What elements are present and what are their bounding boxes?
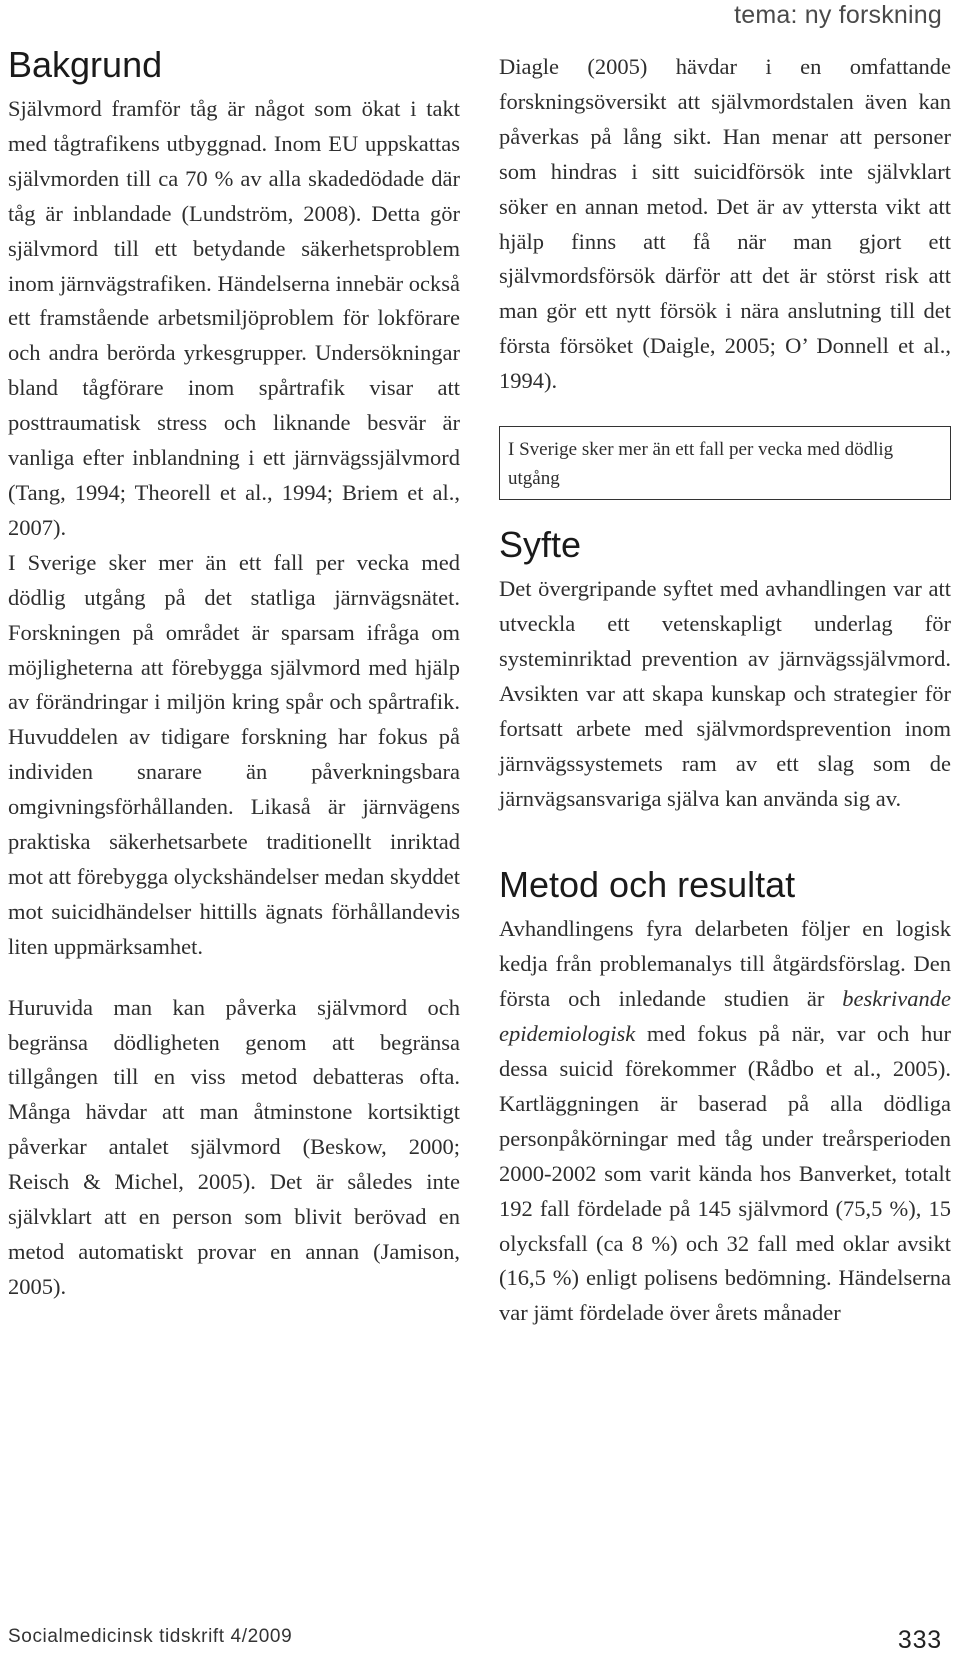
pull-quote: I Sverige sker mer än ett fall per vecka med dödlig utgång — [499, 426, 951, 500]
page-number: 333 — [897, 1626, 942, 1654]
paragraph-continuation: Diagle (2005) hävdar i en omfattande forskningsöversikt att självmordstalen även kan påverkas på lång sikt. Han menar att personer som hindras i sitt suicidförsök inte självklart söker en annan metod. Det är av yttersta vikt att hjälp finns att få när man gjort ett självmordsförsök därför att det är störst risk att man gör ett nytt försök i nära anslutning till det första försöket (Daigle, 2005; O’ Donnell et al., 1994). — [499, 54, 951, 394]
section-label: tema: ny forskning — [734, 1, 942, 29]
heading-bakgrund: Bakgrund — [8, 44, 163, 85]
journal-name: Socialmedicinsk tidskrift 4/2009 — [8, 1626, 293, 1647]
metod-text-after-term: med fokus på när, var och hur dessa suicid förekommer (Rådbo et al., 2005). Kartläggningen är baserad på alla dödliga personpåkörningar med tåg under treårsperioden 2000-2002 som varit kända hos Banverket, totalt 192 fall fördelade på 145 självmord (75,5 %), 15 olycksfall (ca 8 %) och 32 fall med oklar avsikt (16,5 %) enligt polisens bedömning. Händelserna var jämt fördelade över årets månader — [499, 1021, 951, 1326]
heading-metod-och-resultat: Metod och resultat — [499, 864, 796, 906]
paragraph-bakgrund-3: Huruvida man kan påverka självmord och begränsa dödligheten genom att begränsa tillgången till en viss metod debatteras ofta. Många hävdar att man åtminstone kortsiktigt påverkar antalet självmord (Beskow, 2000; Reisch & Michel, 2005). Det är således inte självklart att en person som blivit berövad en metod automatiskt provar en annan (Jamison, 2005). — [8, 994, 460, 1299]
paragraph-bakgrund-1: Självmord framför tåg är något som ökat i takt med tågtrafikens utbyggnad. Inom EU uppskattas självmorden till ca 70 % av alla skadedödade där tåg är inblandade (Lundström, 2008). Detta gör självmord till ett betydande säkerhetsproblem inom järnvägstrafiken. Händelserna innebär också ett framstående arbetsmiljöproblem för lokförare och andra berörda yrkesgrupper. Undersökningar bland tågförare inom spårtrafik visar att posttraumatisk stress och liknande besvär är vanliga efter inblandning i ett järnvägssjälvmord (Tang, 1994; Theorell et al., 1994; Briem et al., 2007). — [8, 96, 460, 540]
right-column — [499, 44, 951, 1331]
metod-term: beskrivande epidemiologisk — [499, 986, 951, 1047]
heading-syfte: Syfte — [499, 524, 582, 566]
paragraph-syfte: Det övergripande syftet med avhandlingen var att utveckla ett vetenskapligt underlag för systeminriktad prevention av järnvägssjälvmord. Avsikten var att skapa kunskap och strategier för fortsatt arbete med självmordsprevention inom järnvägssystemets ram av ett slag som de järnvägsansvariga själva kan använda sig av. — [499, 576, 951, 811]
paragraph-bakgrund-2: I Sverige sker mer än ett fall per vecka med dödlig utgång på det statliga järnvägsnätet. Forskningen på området är sparsam ifråga om möjligheterna att förebygga självmord med hjälp av förändringar i miljön kring spår och spårtrafik. Huvuddelen av tidigare forskning har fokus på individen snarare än påverkningsbara omgivningsförhållanden. Likaså är järnvägens praktiska säkerhetsarbete traditionellt inriktad mot att förebygga olyckshändelser medan skyddet mot suicidhändelser hittills ägnats förhållandevis liten uppmärksamhet. — [8, 549, 460, 959]
paragraph-metod — [499, 912, 951, 1331]
left-column — [8, 44, 460, 1305]
metod-text-before-term: Avhandlingens fyra delarbeten följer en logisk kedja från problemanalys till åtgärdsförslag. Den första och inledande studien är — [499, 916, 951, 1012]
